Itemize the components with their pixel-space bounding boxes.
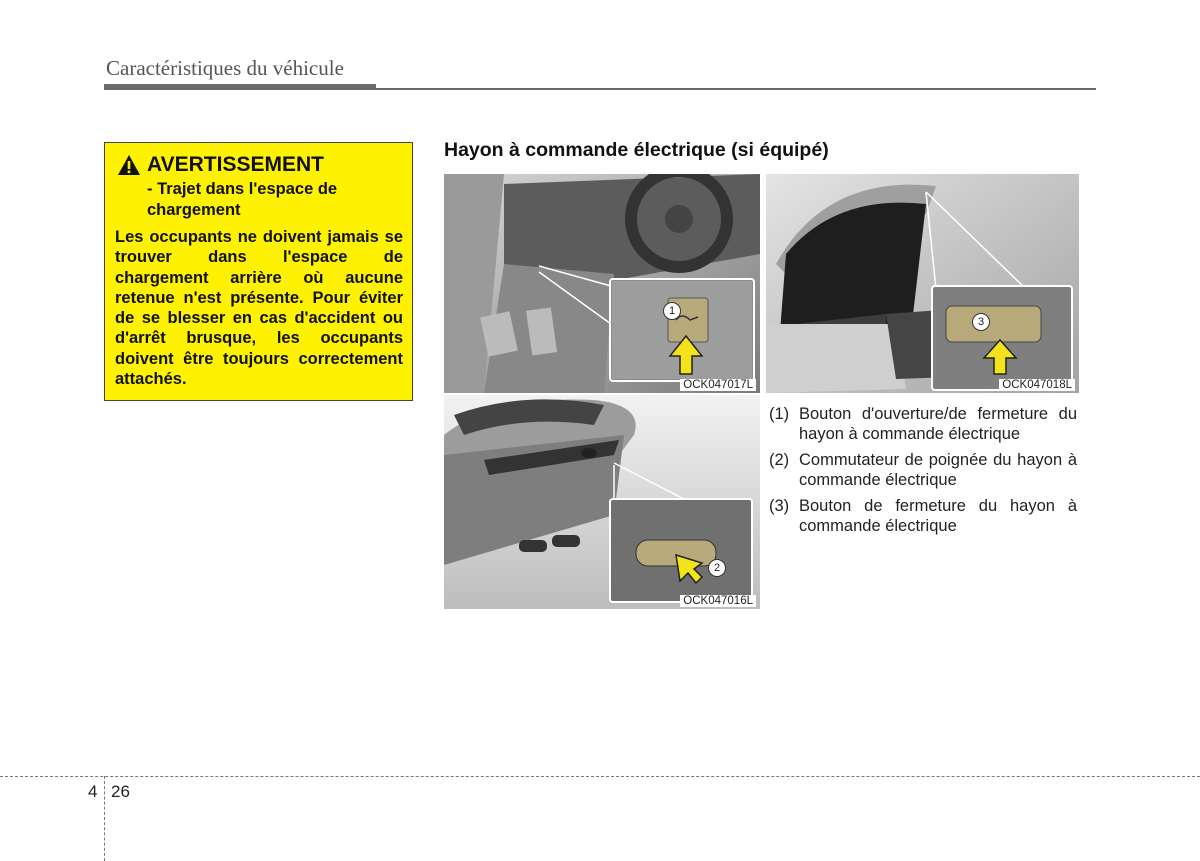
- tailgate-illustration: [766, 174, 1079, 393]
- page-header-title: Caractéristiques du véhicule: [106, 56, 344, 80]
- warning-title: AVERTISSEMENT: [147, 153, 324, 176]
- caption-item: [769, 404, 1077, 444]
- header-rule: [104, 84, 376, 90]
- warning-box: [104, 142, 413, 401]
- caption-text: Commutateur de poignée du hayon à commande électrique: [799, 451, 1077, 489]
- caption-number: (2): [769, 451, 790, 469]
- figure-rear-exterior: [444, 395, 760, 609]
- caption-list: [769, 404, 1077, 542]
- figure-tailgate-open: [766, 174, 1079, 393]
- footer-vertical-rule: [104, 776, 105, 861]
- caption-text: Bouton d'ouverture/de fermeture du hayon à commande électrique: [799, 405, 1077, 443]
- caption-item: [769, 496, 1077, 536]
- warning-subtitle: - Trajet dans l'espace de chargement: [147, 180, 338, 219]
- callout-3: 3: [972, 313, 990, 331]
- rear-illustration: [444, 395, 760, 609]
- caption-number: (3): [769, 497, 790, 515]
- figure-code: OCK047016L: [680, 595, 756, 607]
- callout-2: 2: [708, 559, 726, 577]
- footer-rule: [0, 776, 1200, 777]
- dashboard-illustration: [444, 174, 760, 393]
- caption-item: [769, 450, 1077, 490]
- figure-code: OCK047018L: [999, 379, 1075, 391]
- header-rule-thin: [376, 88, 1096, 90]
- warning-header: [117, 153, 403, 177]
- page-number: 26: [111, 782, 130, 801]
- figure-code: OCK047017L: [680, 379, 756, 391]
- chapter-number: 4: [88, 782, 98, 801]
- callout-1: 1: [663, 302, 681, 320]
- caption-number: (1): [769, 405, 790, 423]
- caption-text: Bouton de fermeture du hayon à commande électrique: [799, 497, 1077, 535]
- warning-triangle-icon: [117, 154, 141, 176]
- section-title: Hayon à commande électrique (si équipé): [444, 139, 829, 161]
- figure-dashboard: [444, 174, 760, 393]
- warning-body: Les occupants ne doivent jamais se trouver dans l'espace de chargement arrière où aucune retenue n'est présente. Pour éviter de se blesser en cas d'accident ou d'arrêt brusque, les occupants doivent être toujours correctement attachés.: [115, 228, 403, 389]
